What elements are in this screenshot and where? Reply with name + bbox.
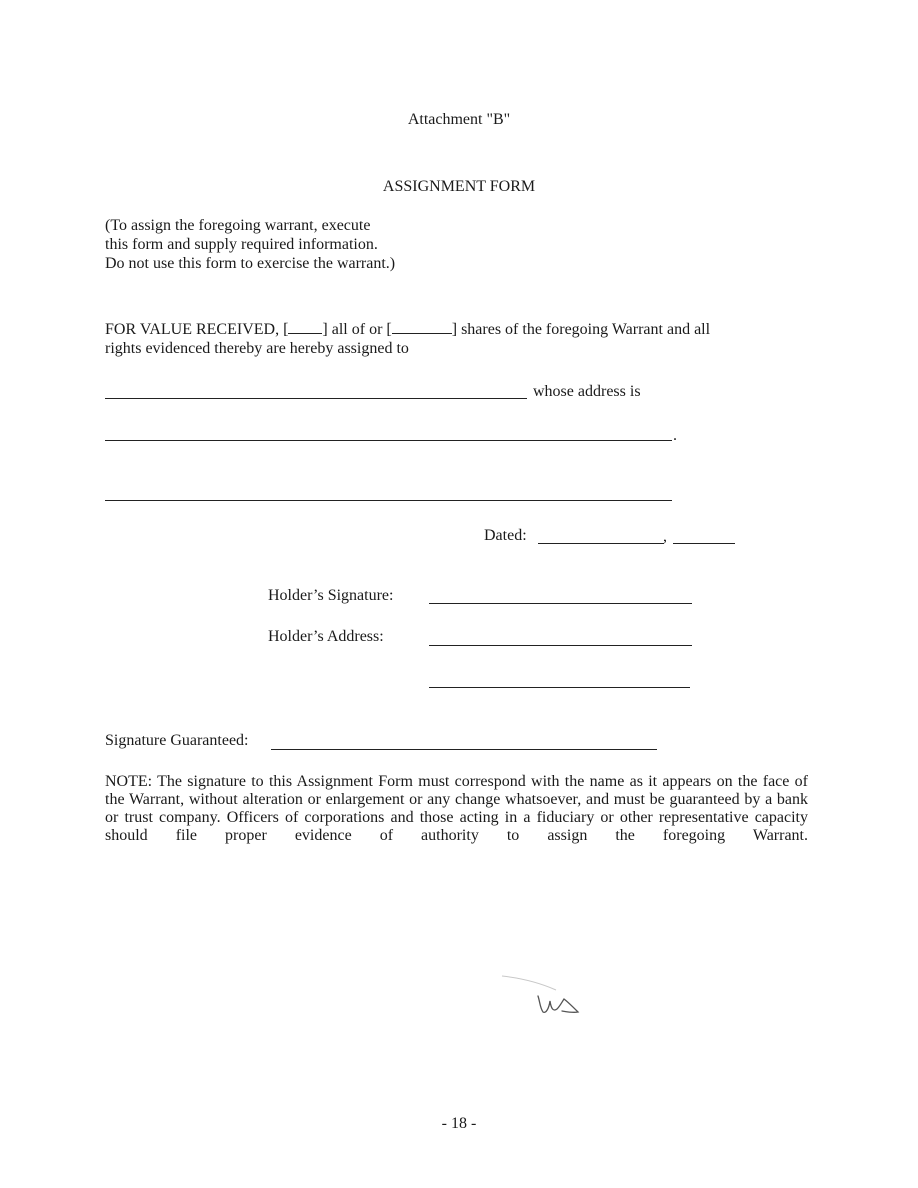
- holder-address-line-2[interactable]: [429, 687, 690, 688]
- dated-month-day-line[interactable]: [538, 543, 664, 544]
- instructions-line-3: Do not use this form to exercise the warrant.): [105, 255, 396, 272]
- holder-signature-label: Holder’s Signature:: [268, 587, 394, 604]
- assignment-part-1: FOR VALUE RECEIVED, [: [105, 321, 289, 338]
- assignment-part-2: ] all of or [: [322, 321, 392, 338]
- signature-guaranteed-label: Signature Guaranteed:: [105, 732, 249, 749]
- attachment-label: Attachment "B": [407, 111, 511, 128]
- signature-guaranteed-line[interactable]: [271, 749, 657, 750]
- holder-address-line-1[interactable]: [429, 645, 692, 646]
- handwritten-initials: [500, 968, 590, 1028]
- note-paragraph: NOTE: The signature to this Assignment Form must correspond with the name as it appears on the face of the Warrant, without alteration or enlargement or any change whatsoever, and must be guaranteed by a bank or trust company. Officers of corporations and those acting in a fiduciary or other representative capacity should file proper evidence of authority to assign the foregoing Warrant.: [105, 773, 808, 844]
- assignment-part-3: ] shares of the foregoing Warrant and all: [451, 321, 711, 338]
- assignment-line-1: [105, 320, 710, 339]
- holder-signature-line[interactable]: [429, 603, 692, 604]
- instructions-line-1: (To assign the foregoing warrant, execute: [105, 217, 371, 234]
- assignee-name-line[interactable]: [105, 398, 527, 399]
- page-number: - 18 -: [441, 1115, 477, 1132]
- assignee-address-line-2[interactable]: [105, 500, 672, 501]
- assignee-address-line-1[interactable]: [105, 440, 672, 441]
- instructions-line-2: this form and supply required information.: [105, 236, 378, 253]
- form-title: ASSIGNMENT FORM: [382, 178, 536, 195]
- dated-comma: ,: [663, 528, 667, 545]
- whose-address-label: whose address is: [533, 383, 641, 400]
- all-count-blank[interactable]: [288, 321, 322, 334]
- assignment-line-2: rights evidenced thereby are hereby assigned to: [105, 340, 409, 357]
- dated-year-line[interactable]: [673, 543, 735, 544]
- address-period: .: [673, 427, 677, 444]
- dated-label: Dated:: [484, 527, 527, 544]
- shares-count-blank[interactable]: [392, 321, 452, 334]
- holder-address-label: Holder’s Address:: [268, 628, 384, 645]
